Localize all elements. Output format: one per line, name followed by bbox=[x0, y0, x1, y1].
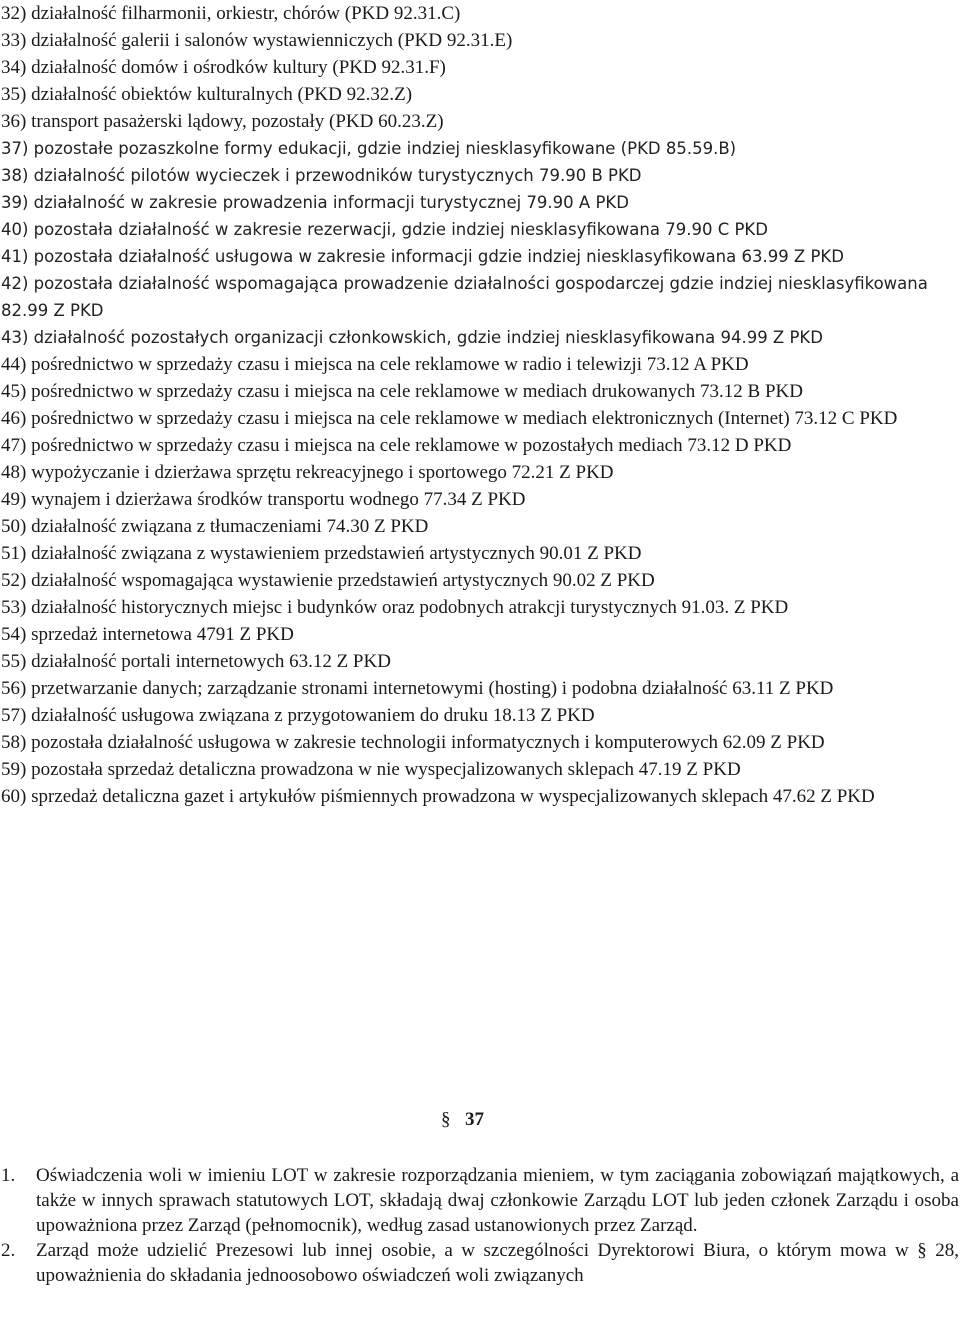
list-item: 38) działalność pilotów wycieczek i przewodników turystycznych 79.90 B PKD bbox=[1, 166, 642, 185]
clause bbox=[1, 1163, 959, 1238]
section-heading bbox=[441, 1106, 484, 1133]
list-item: 44) pośrednictwo w sprzedaży czasu i miejsca na cele reklamowe w radio i telewizji 73.12 A PKD bbox=[1, 354, 749, 375]
list-item: 32) działalność filharmonii, orkiestr, chórów (PKD 92.31.C) bbox=[1, 3, 461, 24]
clause-number: 1. bbox=[1, 1165, 16, 1186]
section-sign: § bbox=[441, 1109, 451, 1130]
section-clauses bbox=[1, 1163, 959, 1288]
clause bbox=[1, 1238, 959, 1288]
list-item: 58) pozostała działalność usługowa w zakresie technologii informatycznych i komputerowych 62.09 Z PKD bbox=[1, 732, 825, 753]
list-item: 53) działalność historycznych miejsc i budynków oraz podobnych atrakcji turystycznych 91.03. Z PKD bbox=[1, 597, 789, 618]
list-item: 59) pozostała sprzedaż detaliczna prowadzona w nie wyspecjalizowanych sklepach 47.19 Z PKD bbox=[1, 759, 741, 780]
list-item: 54) sprzedaż internetowa 4791 Z PKD bbox=[1, 624, 294, 645]
clause-text: Oświadczenia woli w imieniu LOT w zakresie rozporządzania mieniem, w tym zaciągania zobowiązań majątkowych, a także w innych sprawach statutowych LOT, składają dwaj członkowie Zarządu LOT lub jeden członek Zarządu i osoba upoważniona przez Zarząd (pełnomocnik), według zasad ustanowionych przez Zarząd. bbox=[36, 1165, 959, 1236]
list-item: 60) sprzedaż detaliczna gazet i artykułów piśmiennych prowadzona w wyspecjalizowanych sklepach 47.62 Z PKD bbox=[1, 786, 875, 807]
list-item: 46) pośrednictwo w sprzedaży czasu i miejsca na cele reklamowe w mediach elektronicznych (Internet) 73.12 C PKD bbox=[1, 408, 898, 429]
list-item: 43) działalność pozostałych organizacji członkowskich, gdzie indziej niesklasyfikowana 94.99 Z PKD bbox=[1, 328, 823, 347]
list-item: 55) działalność portali internetowych 63.12 Z PKD bbox=[1, 651, 391, 672]
list-item: 57) działalność usługowa związana z przygotowaniem do druku 18.13 Z PKD bbox=[1, 705, 595, 726]
pkd-activity-list bbox=[1, 0, 951, 810]
list-item: 50) działalność związana z tłumaczeniami 74.30 Z PKD bbox=[1, 516, 429, 537]
section-number: 37 bbox=[465, 1109, 484, 1130]
list-item: 37) pozostałe pozaszkolne formy edukacji, gdzie indziej niesklasyfikowane (PKD 85.59.B) bbox=[1, 139, 737, 158]
list-item: 52) działalność wspomagająca wystawienie przedstawień artystycznych 90.02 Z PKD bbox=[1, 570, 655, 591]
list-item: 47) pośrednictwo w sprzedaży czasu i miejsca na cele reklamowe w pozostałych mediach 73.12 D PKD bbox=[1, 435, 792, 456]
list-item: 33) działalność galerii i salonów wystawienniczych (PKD 92.31.E) bbox=[1, 30, 513, 51]
list-item: 40) pozostała działalność w zakresie rezerwacji, gdzie indziej niesklasyfikowana 79.90 C PKD bbox=[1, 220, 768, 239]
list-item: 49) wynajem i dzierżawa środków transportu wodnego 77.34 Z PKD bbox=[1, 489, 526, 510]
list-item: 36) transport pasażerski lądowy, pozostały (PKD 60.23.Z) bbox=[1, 111, 444, 132]
list-item: 41) pozostała działalność usługowa w zakresie informacji gdzie indziej niesklasyfikowana 63.99 Z PKD bbox=[1, 247, 844, 266]
list-item: 39) działalność w zakresie prowadzenia informacji turystycznej 79.90 A PKD bbox=[1, 193, 629, 212]
clause-number: 2. bbox=[1, 1240, 16, 1261]
clause-text: Zarząd może udzielić Prezesowi lub innej osobie, a w szczególności Dyrektorowi Biura, o którym mowa w § 28, upoważnienia do składania jednoosobowo oświadczeń woli związanych bbox=[36, 1240, 959, 1286]
list-item: 42) pozostała działalność wspomagająca prowadzenie działalności gospodarczej gdzie indziej niesklasyfikowana 82.99 Z PKD bbox=[1, 274, 928, 320]
list-item: 35) działalność obiektów kulturalnych (PKD 92.32.Z) bbox=[1, 84, 413, 105]
list-item: 45) pośrednictwo w sprzedaży czasu i miejsca na cele reklamowe w mediach drukowanych 73.12 B PKD bbox=[1, 381, 803, 402]
list-item: 56) przetwarzanie danych; zarządzanie stronami internetowymi (hosting) i podobna działalność 63.11 Z PKD bbox=[1, 678, 834, 699]
list-item: 51) działalność związana z wystawieniem przedstawień artystycznych 90.01 Z PKD bbox=[1, 543, 642, 564]
list-item: 48) wypożyczanie i dzierżawa sprzętu rekreacyjnego i sportowego 72.21 Z PKD bbox=[1, 462, 614, 483]
list-item: 34) działalność domów i ośrodków kultury (PKD 92.31.F) bbox=[1, 57, 446, 78]
